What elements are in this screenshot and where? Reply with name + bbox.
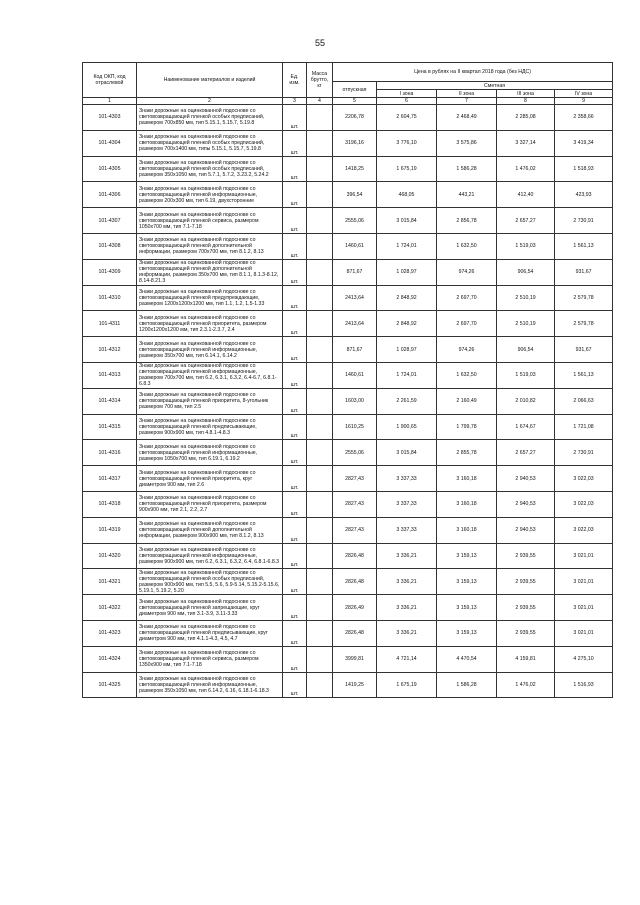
row-zone-4-price: 423,93 (555, 182, 613, 208)
row-release-price: 1460,61 (333, 362, 377, 388)
row-release-price: 871,67 (333, 259, 377, 285)
row-unit: шт. (283, 414, 307, 440)
row-code: 101-4317 (83, 466, 137, 492)
col-number: 9 (555, 98, 613, 105)
row-mass (307, 337, 333, 363)
row-code: 101-4322 (83, 595, 137, 621)
row-release-price: 396,54 (333, 182, 377, 208)
row-description: Знаки дорожные на оцинкованной подоснове со световозвращающей пленкой особых предписаний, размером 900х900 мм, тип 5.5, 5.6, 5.9-5.14, 5.15.2-5.15.6, 5.19.1, 5.19.2, 5.20 (137, 569, 283, 595)
row-description: Знаки дорожные на оцинкованной подоснове со световозвращающей пленкой запрещающие, круг диаметром 900 мм, тип 3.1-3.9, 3.11-3.33 (137, 595, 283, 621)
row-zone-4-price: 2 579,78 (555, 285, 613, 311)
row-code: 101-4311 (83, 311, 137, 337)
row-zone-1-price: 3 336,21 (377, 543, 437, 569)
row-zone-4-price: 3 022,03 (555, 517, 613, 543)
row-zone-3-price: 1 519,03 (497, 362, 555, 388)
row-zone-4-price: 931,67 (555, 259, 613, 285)
row-zone-2-price: 3 160,18 (437, 517, 497, 543)
table-row (83, 285, 613, 311)
row-zone-4-price: 3 419,34 (555, 130, 613, 156)
row-zone-1-price: 3 336,21 (377, 620, 437, 646)
row-code: 101-4306 (83, 182, 137, 208)
table-row (83, 156, 613, 182)
table-row (83, 414, 613, 440)
row-unit: шт. (283, 543, 307, 569)
row-mass (307, 517, 333, 543)
row-description: Знаки дорожные на оцинкованной подоснове со световозвращающей пленкой сервиса, размером 1350х900 мм, тип 7.1-7.18 (137, 646, 283, 672)
row-code: 101-4304 (83, 130, 137, 156)
header-zone-3: III зона (497, 90, 555, 98)
row-unit: шт. (283, 620, 307, 646)
row-zone-4-price: 1 518,93 (555, 156, 613, 182)
header-release: отпускная (333, 82, 377, 98)
page-number: 55 (314, 38, 325, 48)
table-row (83, 646, 613, 672)
row-mass (307, 362, 333, 388)
row-zone-3-price: 2 657,27 (497, 440, 555, 466)
row-zone-3-price: 412,40 (497, 182, 555, 208)
row-mass (307, 595, 333, 621)
table-row (83, 311, 613, 337)
table-row (83, 517, 613, 543)
row-zone-2-price: 974,26 (437, 259, 497, 285)
row-mass (307, 543, 333, 569)
row-code: 101-4309 (83, 259, 137, 285)
col-number: 4 (307, 98, 333, 105)
row-zone-3-price: 1 476,02 (497, 156, 555, 182)
row-code: 101-4310 (83, 285, 137, 311)
row-zone-2-price: 1 799,78 (437, 414, 497, 440)
row-release-price: 2827,43 (333, 466, 377, 492)
row-code: 101-4313 (83, 362, 137, 388)
row-zone-1-price: 1 900,65 (377, 414, 437, 440)
row-code: 101-4324 (83, 646, 137, 672)
row-zone-3-price: 2 940,53 (497, 491, 555, 517)
row-mass (307, 646, 333, 672)
row-zone-1-price: 3 337,33 (377, 491, 437, 517)
row-description: Знаки дорожные на оцинкованной подоснове со световозвращающей пленкой сервиса, размером 1050х700 мм, тип 7.1-7.18 (137, 208, 283, 234)
row-zone-3-price: 4 159,81 (497, 646, 555, 672)
row-unit: шт. (283, 259, 307, 285)
row-zone-2-price: 2 160,49 (437, 388, 497, 414)
row-zone-4-price: 1 516,93 (555, 672, 613, 698)
row-zone-3-price: 2 510,19 (497, 311, 555, 337)
row-release-price: 1603,00 (333, 388, 377, 414)
table-row (83, 672, 613, 698)
row-zone-1-price: 2 261,59 (377, 388, 437, 414)
table-row (83, 105, 613, 131)
row-zone-1-price: 1 028,97 (377, 259, 437, 285)
row-zone-3-price: 1 674,67 (497, 414, 555, 440)
row-zone-2-price: 2 856,78 (437, 208, 497, 234)
row-description: Знаки дорожные на оцинкованной подоснове со световозвращающей пленкой дополнительной информации, размером 700х700 мм, тип 8.1.2, 8.13 (137, 233, 283, 259)
table-row (83, 620, 613, 646)
row-zone-4-price: 931,67 (555, 337, 613, 363)
row-zone-4-price: 2 730,91 (555, 440, 613, 466)
row-unit: шт. (283, 466, 307, 492)
row-mass (307, 208, 333, 234)
row-description: Знаки дорожные на оцинкованной подоснове со световозвращающей пленкой приоритета, круг диаметром 900 мм, тип 2.6 (137, 466, 283, 492)
row-zone-3-price: 2 510,19 (497, 285, 555, 311)
row-zone-4-price: 3 022,03 (555, 491, 613, 517)
row-release-price: 3999,81 (333, 646, 377, 672)
row-mass (307, 130, 333, 156)
row-code: 101-4308 (83, 233, 137, 259)
row-zone-4-price: 1 561,13 (555, 362, 613, 388)
row-mass (307, 491, 333, 517)
row-description: Знаки дорожные на оцинкованной подоснове со световозвращающей пленкой приоритета, размером 900х900 мм, тип 2.1, 2.2, 2.7 (137, 491, 283, 517)
row-zone-2-price: 974,26 (437, 337, 497, 363)
row-zone-2-price: 1 586,28 (437, 156, 497, 182)
header-zone-2: II зона (437, 90, 497, 98)
row-code: 101-4307 (83, 208, 137, 234)
row-zone-4-price: 3 021,01 (555, 569, 613, 595)
row-zone-2-price: 1 632,50 (437, 233, 497, 259)
row-unit: шт. (283, 491, 307, 517)
row-zone-4-price: 1 561,13 (555, 233, 613, 259)
row-mass (307, 259, 333, 285)
row-zone-4-price: 2 579,78 (555, 311, 613, 337)
row-zone-3-price: 2 940,53 (497, 517, 555, 543)
row-zone-1-price: 4 721,14 (377, 646, 437, 672)
row-mass (307, 414, 333, 440)
row-zone-3-price: 906,54 (497, 337, 555, 363)
row-unit: шт. (283, 337, 307, 363)
row-description: Знаки дорожные на оцинкованной подоснове со световозвращающей пленкой информационные, размером 1050х700 мм, тип 6.19.1, 6.19.2 (137, 440, 283, 466)
table-row (83, 182, 613, 208)
col-number: 6 (377, 98, 437, 105)
row-description: Знаки дорожные на оцинкованной подоснове со световозвращающей пленкой особых предписаний, размером 350х1050 мм, тип 5.7.1, 5.7.2, 3.23.2, 5.24.2 (137, 156, 283, 182)
row-zone-2-price: 3 160,18 (437, 466, 497, 492)
row-zone-3-price: 2 939,55 (497, 543, 555, 569)
row-description: Знаки дорожные на оцинкованной подоснове со световозвращающей пленкой предписывающие, размером 900х900 мм, тип 4.8.1-4.8.3 (137, 414, 283, 440)
row-description: Знаки дорожные на оцинкованной подоснове со световозвращающей пленкой приоритета, 8-угольник размером 700 мм, тип 2.5 (137, 388, 283, 414)
row-zone-2-price: 2 697,70 (437, 311, 497, 337)
row-zone-1-price: 3 336,21 (377, 569, 437, 595)
row-zone-2-price: 2 697,70 (437, 285, 497, 311)
col-number: 8 (497, 98, 555, 105)
col-number: 5 (333, 98, 377, 105)
table-row (83, 208, 613, 234)
row-code: 101-4312 (83, 337, 137, 363)
row-zone-2-price: 3 159,13 (437, 620, 497, 646)
row-zone-1-price: 1 028,97 (377, 337, 437, 363)
row-description: Знаки дорожные на оцинкованной подоснове со световозвращающей пленкой информационные, размером 700х700 мм, тип 6.2, 6.3.1, 6.3.2, 6.4-6.7, 6.8.1-6.8.3 (137, 362, 283, 388)
row-zone-1-price: 3 336,21 (377, 595, 437, 621)
row-release-price: 1610,25 (333, 414, 377, 440)
row-zone-3-price: 2 657,27 (497, 208, 555, 234)
row-unit: шт. (283, 285, 307, 311)
row-zone-2-price: 2 855,78 (437, 440, 497, 466)
row-zone-3-price: 3 327,14 (497, 130, 555, 156)
row-zone-1-price: 3 337,33 (377, 466, 437, 492)
row-zone-2-price: 1 586,28 (437, 672, 497, 698)
row-release-price: 2206,78 (333, 105, 377, 131)
row-unit: шт. (283, 388, 307, 414)
row-zone-2-price: 3 159,13 (437, 543, 497, 569)
row-unit: шт. (283, 311, 307, 337)
row-zone-3-price: 2 940,53 (497, 466, 555, 492)
table-row (83, 130, 613, 156)
row-zone-4-price: 4 275,10 (555, 646, 613, 672)
row-zone-2-price: 2 468,49 (437, 105, 497, 131)
header-unit: Ед. изм. (283, 63, 307, 98)
row-zone-3-price: 906,54 (497, 259, 555, 285)
col-number: 1 (83, 98, 137, 105)
row-description: Знаки дорожные на оцинкованной подоснове со световозвращающей пленкой информационные, размером 350х700 мм, тип 6.14.1, 6.14.2 (137, 337, 283, 363)
column-numbers-row (83, 98, 613, 105)
row-zone-4-price: 3 021,01 (555, 595, 613, 621)
row-mass (307, 285, 333, 311)
row-release-price: 2826,48 (333, 543, 377, 569)
row-mass (307, 182, 333, 208)
row-zone-3-price: 1 519,03 (497, 233, 555, 259)
row-description: Знаки дорожные на оцинкованной подоснове со световозвращающей пленкой информационные, размером 900х900 мм, тип 6.2, 6.3.1, 6.3.2, 6.4, 6.8.1-6.8.3 (137, 543, 283, 569)
row-code: 101-4321 (83, 569, 137, 595)
row-zone-1-price: 468,05 (377, 182, 437, 208)
row-mass (307, 233, 333, 259)
row-release-price: 2413,64 (333, 311, 377, 337)
table-row (83, 466, 613, 492)
header-zone-4: IV зона (555, 90, 613, 98)
row-zone-3-price: 2 939,55 (497, 620, 555, 646)
row-zone-1-price: 3 015,84 (377, 208, 437, 234)
row-zone-1-price: 1 675,19 (377, 156, 437, 182)
row-zone-3-price: 2 010,82 (497, 388, 555, 414)
row-code: 101-4319 (83, 517, 137, 543)
header-estimate: Сметная (377, 82, 613, 90)
row-description: Знаки дорожные на оцинкованной подоснове со световозвращающей пленкой предупреждающие, размером 1200х1200х1200 мм, тип 1.1, 1.2, 1.5-1.33 (137, 285, 283, 311)
row-description: Знаки дорожные на оцинкованной подоснове со световозвращающей пленкой приоритета, размером 1200х1200х1200 мм, тип 2.3.1-2.3.7, 2.4 (137, 311, 283, 337)
row-unit: шт. (283, 105, 307, 131)
row-mass (307, 569, 333, 595)
row-unit: шт. (283, 672, 307, 698)
row-zone-4-price: 2 358,66 (555, 105, 613, 131)
row-release-price: 2827,43 (333, 517, 377, 543)
table-row (83, 595, 613, 621)
table-row (83, 259, 613, 285)
row-mass (307, 156, 333, 182)
row-description: Знаки дорожные на оцинкованной подоснове со световозвращающей пленкой дополнительной информации, размером 900х900 мм, тип 8.1.2, 8.13 (137, 517, 283, 543)
row-unit: шт. (283, 517, 307, 543)
row-zone-1-price: 3 337,33 (377, 517, 437, 543)
row-unit: шт. (283, 362, 307, 388)
header-mass: Масса брутто, кг (307, 63, 333, 98)
row-zone-1-price: 3 776,10 (377, 130, 437, 156)
row-zone-4-price: 3 021,01 (555, 543, 613, 569)
row-mass (307, 388, 333, 414)
row-zone-2-price: 443,21 (437, 182, 497, 208)
table-row (83, 569, 613, 595)
row-zone-1-price: 2 848,92 (377, 285, 437, 311)
row-zone-2-price: 3 160,18 (437, 491, 497, 517)
row-unit: шт. (283, 595, 307, 621)
row-code: 101-4325 (83, 672, 137, 698)
row-zone-2-price: 1 632,50 (437, 362, 497, 388)
row-mass (307, 672, 333, 698)
row-zone-4-price: 2 730,91 (555, 208, 613, 234)
row-mass (307, 620, 333, 646)
row-description: Знаки дорожные на оцинкованной подоснове со световозвращающей пленкой особых предписаний, размером 700х850 мм, тип 5.15.1, 5.15.7, 5.19.8 (137, 105, 283, 131)
table-row (83, 388, 613, 414)
row-zone-1-price: 1 724,01 (377, 362, 437, 388)
col-number: 7 (437, 98, 497, 105)
row-zone-4-price: 1 721,08 (555, 414, 613, 440)
row-release-price: 1419,25 (333, 672, 377, 698)
row-zone-3-price: 2 285,08 (497, 105, 555, 131)
row-release-price: 2826,49 (333, 595, 377, 621)
row-zone-4-price: 3 022,03 (555, 466, 613, 492)
table-row (83, 337, 613, 363)
row-unit: шт. (283, 646, 307, 672)
row-release-price: 1418,25 (333, 156, 377, 182)
row-release-price: 2826,48 (333, 569, 377, 595)
row-release-price: 2826,48 (333, 620, 377, 646)
row-code: 101-4303 (83, 105, 137, 131)
table-body (83, 105, 613, 698)
row-mass (307, 440, 333, 466)
row-unit: шт. (283, 569, 307, 595)
row-release-price: 2827,43 (333, 491, 377, 517)
row-release-price: 871,67 (333, 337, 377, 363)
row-code: 101-4316 (83, 440, 137, 466)
row-release-price: 2555,06 (333, 208, 377, 234)
row-description: Знаки дорожные на оцинкованной подоснове со световозвращающей пленкой информационные, размером 200х300 мм, тип 6.19, двухсторонние (137, 182, 283, 208)
row-unit: шт. (283, 233, 307, 259)
row-zone-2-price: 3 575,86 (437, 130, 497, 156)
row-code: 101-4314 (83, 388, 137, 414)
header-price-title: Цена в рублях на II квартал 2018 года (без НДС) (333, 63, 613, 82)
row-code: 101-4320 (83, 543, 137, 569)
row-description: Знаки дорожные на оцинкованной подоснове со световозвращающей пленкой особых предписаний, размером 700х1400 мм, типы 5.15.1, 5.15.7, 5.19.8 (137, 130, 283, 156)
table-row (83, 233, 613, 259)
row-description: Знаки дорожные на оцинкованной подоснове со световозвращающей пленкой информационные, размером 350х1050 мм, тип 6.14.2, 6.16, 6.18.1-6.18.3 (137, 672, 283, 698)
table-row (83, 440, 613, 466)
row-zone-3-price: 2 939,55 (497, 569, 555, 595)
row-unit: шт. (283, 156, 307, 182)
row-code: 101-4323 (83, 620, 137, 646)
row-zone-3-price: 2 939,55 (497, 595, 555, 621)
row-zone-4-price: 2 066,63 (555, 388, 613, 414)
row-release-price: 3196,16 (333, 130, 377, 156)
row-code: 101-4318 (83, 491, 137, 517)
header-name: Наименование материалов и изделий (137, 63, 283, 98)
col-number: 3 (283, 98, 307, 105)
row-zone-1-price: 1 724,01 (377, 233, 437, 259)
row-mass (307, 466, 333, 492)
table-row (83, 362, 613, 388)
row-zone-2-price: 4 470,54 (437, 646, 497, 672)
row-release-price: 1460,61 (333, 233, 377, 259)
row-zone-1-price: 1 675,19 (377, 672, 437, 698)
row-code: 101-4315 (83, 414, 137, 440)
row-mass (307, 311, 333, 337)
row-zone-3-price: 1 476,02 (497, 672, 555, 698)
price-table (82, 62, 613, 698)
header-code: Код ОКП, код отраслевой (83, 63, 137, 98)
table-row (83, 543, 613, 569)
row-description: Знаки дорожные на оцинкованной подоснове со световозвращающей пленкой предписывающие, круг диаметром 900 мм, тип 4.1.1-4.3, 4.5, 4.7 (137, 620, 283, 646)
col-number: 2 (137, 98, 283, 105)
row-description: Знаки дорожные на оцинкованной подоснове со световозвращающей пленкой дополнительной информации, размером 350х700 мм, тип 8.1.1, 8.1.3-8.12, 8.14-8.21.3 (137, 259, 283, 285)
row-release-price: 2413,64 (333, 285, 377, 311)
table-row (83, 491, 613, 517)
header-zone-1: I зона (377, 90, 437, 98)
row-mass (307, 105, 333, 131)
row-code: 101-4305 (83, 156, 137, 182)
row-release-price: 2555,06 (333, 440, 377, 466)
row-zone-2-price: 3 159,13 (437, 569, 497, 595)
row-unit: шт. (283, 182, 307, 208)
row-unit: шт. (283, 208, 307, 234)
row-unit: шт. (283, 130, 307, 156)
row-zone-2-price: 3 159,13 (437, 595, 497, 621)
row-zone-1-price: 2 604,75 (377, 105, 437, 131)
row-unit: шт. (283, 440, 307, 466)
row-zone-4-price: 3 021,01 (555, 620, 613, 646)
row-zone-1-price: 3 015,84 (377, 440, 437, 466)
row-zone-1-price: 2 848,92 (377, 311, 437, 337)
